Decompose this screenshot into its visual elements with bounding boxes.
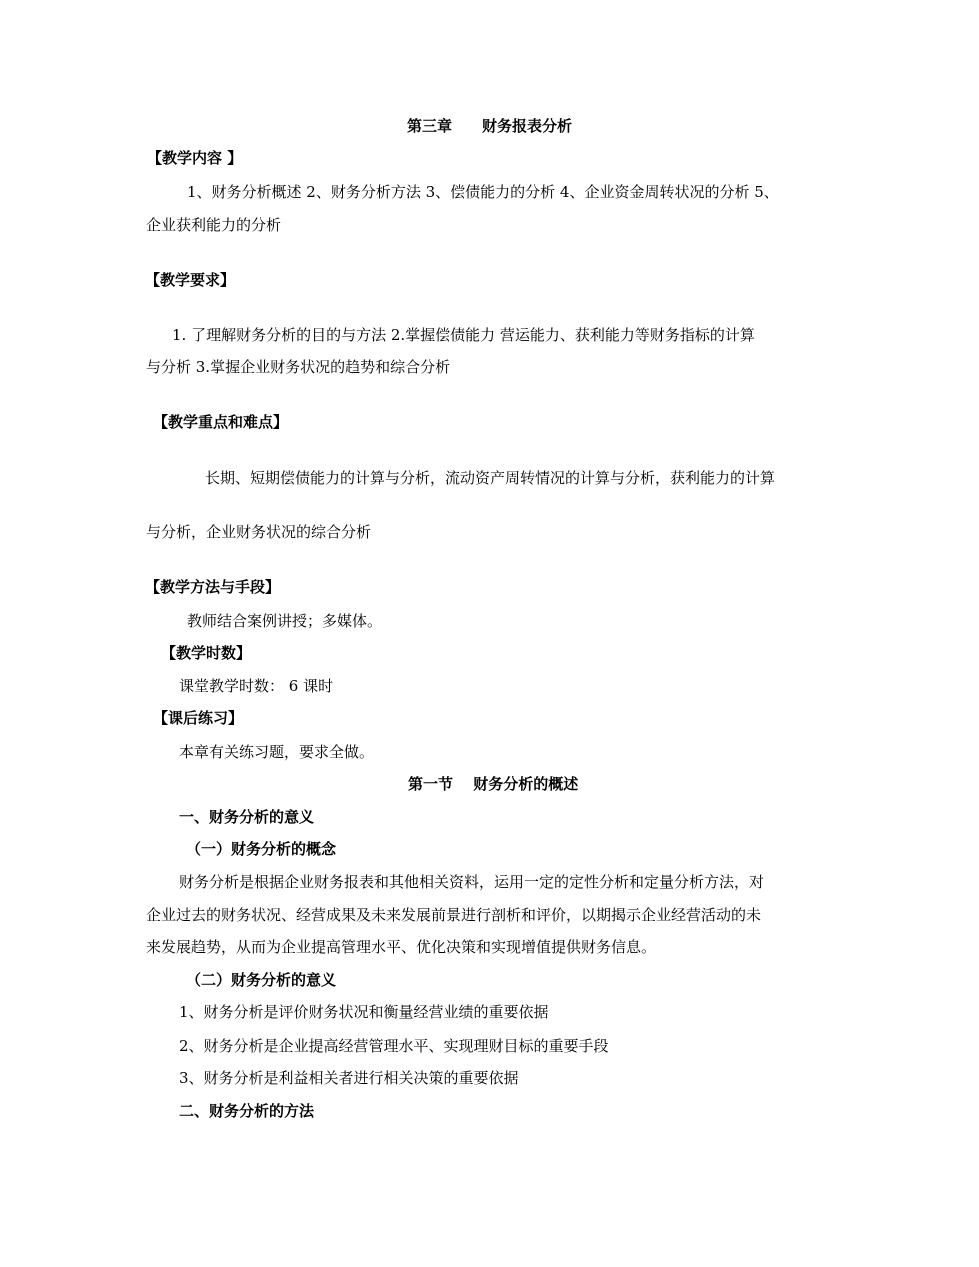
- list-item: 2、财务分析是企业提高经营管理水平、实现理财目标的重要手段: [179, 1037, 609, 1055]
- exercise-heading: 【课后练习】: [153, 709, 244, 727]
- sub1-paragraph-line-2: 企业过去的财务状况、经营成果及未来发展前景进行剖析和评价，以期揭示企业经营活动的未: [146, 906, 762, 924]
- content-text-line-2: 企业获利能力的分析: [146, 216, 282, 234]
- requirement-text-line-1: 1. 了理解财务分析的目的与方法 2.掌握偿债能力 营运能力、获利能力等财务指标的计算: [172, 326, 755, 344]
- content-text-line-1: 1、财务分析概述 2、财务分析方法 3、偿债能力的分析 4、企业资金周转状况的分析 5、: [187, 183, 779, 201]
- chapter-title: 第三章 财务报表分析: [406, 117, 572, 135]
- content-heading: 【教学内容 】: [147, 149, 243, 167]
- sub2-heading: （二）财务分析的意义: [186, 971, 337, 989]
- sub1-paragraph-line-3: 来发展趋势，从而为企业提高管理水平、优化决策和实现增值提供财务信息。: [146, 938, 657, 956]
- keypoints-heading: 【教学重点和难点】: [153, 413, 289, 431]
- methods-heading: 【教学方法与手段】: [145, 578, 281, 596]
- keypoints-text-line-2: 与分析，企业财务状况的综合分析: [146, 523, 372, 541]
- methods-text: 教师结合案例讲授；多媒体。: [187, 612, 383, 630]
- requirement-heading: 【教学要求】: [145, 271, 236, 289]
- sub1-heading: （一）财务分析的概念: [186, 840, 337, 858]
- list-item: 1、财务分析是评价财务状况和衡量经营业绩的重要依据: [179, 1003, 549, 1021]
- sub1-paragraph-line-1: 财务分析是根据企业财务报表和其他相关资料，运用一定的定性分析和定量分析方法，对: [179, 873, 765, 891]
- requirement-text-line-2: 与分析 3.掌握企业财务状况的趋势和综合分析: [146, 358, 451, 376]
- section-title: 第一节 财务分析的概述: [408, 775, 579, 793]
- keypoints-text-line-1: 长期、短期偿债能力的计算与分析，流动资产周转情况的计算与分析，获利能力的计算: [205, 469, 776, 487]
- part1-heading: 一、财务分析的意义: [179, 808, 315, 826]
- hours-heading: 【教学时数】: [161, 644, 252, 662]
- exercise-text: 本章有关练习题，要求全做。: [179, 743, 375, 761]
- hours-text: 课堂教学时数： 6 课时: [179, 677, 334, 695]
- part2-heading: 二、财务分析的方法: [179, 1102, 315, 1120]
- list-item: 3、财务分析是利益相关者进行相关决策的重要依据: [179, 1069, 519, 1087]
